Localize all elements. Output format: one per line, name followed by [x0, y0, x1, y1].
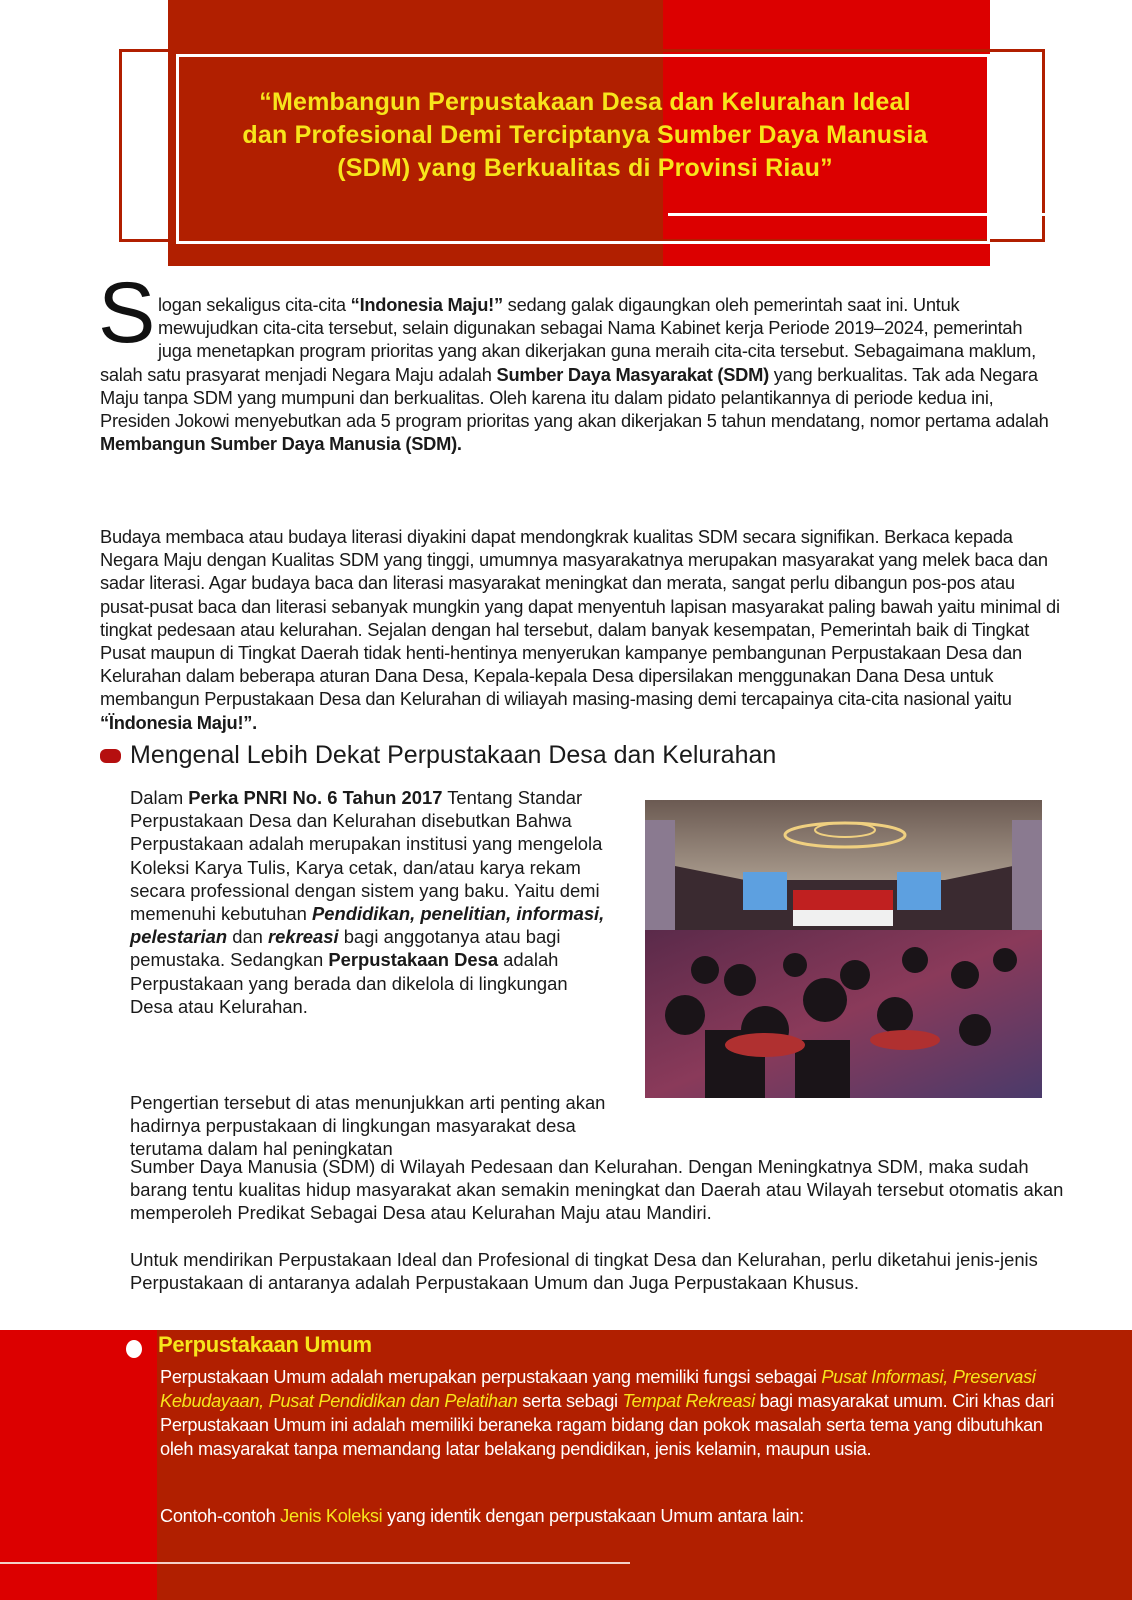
intro-paragraph-2: [100, 525, 1060, 734]
section-title: Mengenal Lebih Dekat Perpustakaan Desa dan Kelurahan: [130, 741, 777, 769]
importance-paragraph: [130, 1091, 615, 1161]
text-run: Pusat Informasi, Preservasi Kebudayaan, Pusat Pendidikan dan Pelatihan: [160, 1367, 1036, 1411]
text-run: rekreasi: [268, 926, 339, 948]
text-run: Jenis Koleksi: [280, 1506, 383, 1526]
seminar-photo: [645, 800, 1042, 1098]
text-run: Perka PNRI No. 6 Tahun 2017: [188, 787, 443, 808]
page-title: [190, 86, 980, 185]
title-line: dan Profesional Demi Terciptanya Sumber Daya Manusia: [242, 121, 928, 149]
text-run: “Indonesia Maju!”: [350, 294, 503, 315]
text-run: Tempat Rekreasi: [622, 1391, 755, 1411]
title-accent-line: [668, 213, 1046, 216]
text-run: bagi anggotanya atau bagi pemustaka. Sedangkan: [130, 926, 561, 971]
public-library-title: Perpustakaan Umum: [158, 1332, 372, 1357]
text-run: Perpustakaan Umum adalah merupakan perpustakaan yang memiliki fungsi sebagai: [160, 1367, 822, 1387]
text-run: sedang galak digaungkan oleh pemerintah saat ini. Untuk mewujudkan cita-cita tersebut, selain digunakan sebagai Nama Kabinet kerja Periode 2019–2024, pemerintah juga menetapkan program prioritas yang akan dikerjakan guna meraih cita-cita tersebut. Sebagaimana maklum, salah satu prasyarat menjadi Negara Maju adalah: [100, 294, 1036, 385]
importance-paragraph-continued: [130, 1155, 1080, 1225]
text-run: dan: [227, 926, 269, 948]
frame-top-line: [120, 49, 1044, 52]
text-run: Dalam: [130, 787, 189, 808]
text-run: Pengertian tersebut di atas menunjukkan arti penting akan hadirnya perpustakaan di lingkungan masyarakat desa terutama dalam hal peningkatan: [130, 1092, 606, 1160]
drop-cap: S: [98, 265, 156, 361]
text-run: serta sebagi: [517, 1391, 623, 1411]
section-left-strip: [0, 1330, 157, 1600]
text-run: Pendidikan, penelitian, informasi, pelestarian: [130, 903, 605, 948]
definition-paragraph: [130, 786, 615, 1018]
bullet-icon: [100, 749, 121, 763]
frame-left-line: [119, 49, 122, 242]
text-run: Budaya membaca atau budaya literasi diyakini dapat mendongkrak kualitas SDM secara signifikan. Berkaca kepada Negara Maju dengan Kualitas SDM yang tinggi, umumnya masyarakatnya merupakan masyarakat yang melek baca dan sadar literasi. Agar budaya baca dan literasi masyarakat meningkat dan merata, sangat perlu dibangun pos-pos atau pusat-pusat baca dan literasi sebanyak mungkin yang dapat menyentuh lapisan masyarakat paling bawah yaitu minimal di tingkat pedesaan atau kelurahan. Sejalan dengan hal tersebut, dalam banyak kesempatan, Pemerintah baik di Tingkat Pusat maupun di Tingkat Daerah tidak henti-hentinya menyerukan kampanye pembangunan Perpustakaan Desa dan Kelurahan dalam beberapa aturan Dana Desa, Kepala-kepala Desa dipersilakan menggunakan Dana Desa untuk membangun Perpustakaan Desa dan Kelurahan di wiliayah masing-masing demi tercapainya cita-cita nasional yaitu: [100, 526, 1060, 710]
intro-paragraph-1: [100, 293, 1060, 455]
text-run: Sumber Daya Manusia (SDM) di Wilayah Pedesaan dan Kelurahan. Dengan Meningkatnya SDM, maka sudah barang tentu kualitas hidup masyarakat akan semakin meningkat dan Daerah atau Wilayah tersebut otomatis akan memperoleh Predikat Sebagai Desa atau Kelurahan Maju atau Mandiri.: [130, 1156, 1064, 1224]
collection-examples-intro: [160, 1504, 1070, 1528]
bullet-icon: [126, 1340, 142, 1358]
text-run: “Ïndonesia Maju!”.: [100, 711, 257, 733]
text-run: logan sekaligus cita-cita: [158, 294, 351, 315]
text-run: bagi masyarakat umum. Ciri khas dari Perpustakaan Umum ini adalah memiliki beraneka ragam bidang dan pokok masalah serta tema yang dibutuhkan oleh masyarakat tanpa memandang latar belakang pendidikan, jenis kelamin, maupun usia.: [160, 1391, 1055, 1459]
public-library-description: [160, 1365, 1070, 1461]
title-line: “Membangun Perpustakaan Desa dan Kelurahan Ideal: [259, 88, 911, 116]
section-heading: [100, 741, 776, 770]
text-run: adalah Perpustakaan yang berada dan dikelola di lingkungan Desa atau Kelurahan.: [130, 949, 568, 1017]
text-run: Contoh-contoh: [160, 1506, 281, 1526]
text-run: Untuk mendirikan Perpustakaan Ideal dan Profesional di tingkat Desa dan Kelurahan, perlu diketahui jenis-jenis Perpustakaan di antaranya adalah Perpustakaan Umum dan Juga Perpustakaan Khusus.: [130, 1249, 1038, 1294]
title-line: (SDM) yang Berkualitas di Provinsi Riau”: [337, 154, 833, 182]
text-run: Perpustakaan Desa: [328, 949, 499, 971]
library-types-paragraph: [130, 1248, 1080, 1294]
text-run: yang berkualitas. Tak ada Negara Maju tanpa SDM yang mumpuni dan berkualitas. Oleh karena itu dalam pidato pelantikannya di periode kedua ini, Presiden Jokowi menyebutkan ada 5 program prioritas yang akan dikerjakan 5 tahun mendatang, nomor pertama adalah: [100, 363, 1049, 432]
text-run: Sumber Daya Masyarakat (SDM): [496, 363, 769, 385]
text-run: Tentang Standar Perpustakaan Desa dan Kelurahan disebutkan Bahwa Perpustakaan adalah merupakan institusi yang mengelola Koleksi Karya Tulis, Karya cetak, dan/atau karya rekam secara professional dengan sistem yang baku. Yaitu demi memenuhi kebutuhan: [130, 787, 603, 925]
divider-line: [0, 1562, 630, 1564]
text-run: yang identik dengan perpustakaan Umum antara lain:: [382, 1506, 804, 1526]
text-run: Membangun Sumber Daya Manusia (SDM).: [100, 433, 462, 455]
